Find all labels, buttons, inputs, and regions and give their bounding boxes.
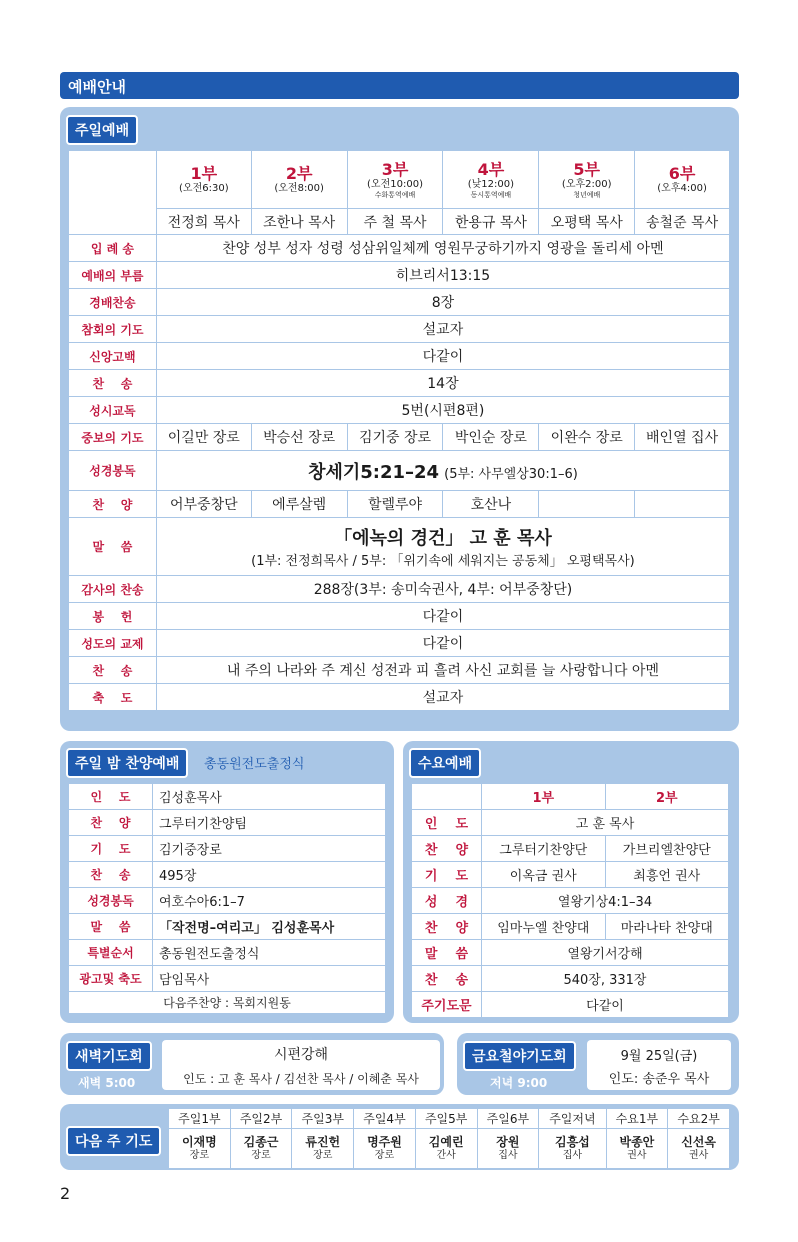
night-label: 기 도 [69, 836, 153, 862]
night-tag: 주일 밤 찬양예배 [66, 748, 188, 778]
row-label: 찬 양 [69, 491, 157, 518]
night-value: 495장 [153, 862, 386, 888]
next-week-tag: 다음 주 기도 [66, 1126, 161, 1156]
night-table [68, 783, 386, 1014]
row-value: 찬양 성부 성자 성령 성삼위일체께 영원무궁하기까지 영광을 돌리세 아멘 [156, 235, 729, 262]
night-label: 찬 송 [69, 862, 153, 888]
intercessor: 박승선 장로 [251, 424, 347, 451]
row-label: 성도의 교제 [69, 630, 157, 657]
leader-3: 주 철 목사 [347, 209, 443, 235]
nw-person: 김흥섭 집사 [539, 1129, 606, 1169]
intercessor: 배인열 집사 [635, 424, 730, 451]
nw-head: 주일1부 [169, 1109, 231, 1129]
dawn-line1: 시편강해 [273, 1047, 329, 1063]
wed-blank [412, 784, 482, 810]
wed-value: 임마누엘 찬양대 [482, 914, 606, 940]
row-label: 성경봉독 [69, 451, 157, 491]
wed-value: 다같이 [482, 992, 729, 1018]
choir: 호산나 [443, 491, 539, 518]
wed-label: 찬 송 [412, 966, 482, 992]
dawn-time: 새벽 5:00 [78, 1076, 136, 1090]
wed-label: 찬 양 [412, 836, 482, 862]
sunday-tag: 주일예배 [66, 115, 138, 145]
night-value: 담임목사 [153, 966, 386, 992]
wed-label: 인 도 [412, 810, 482, 836]
wed-value: 열왕기상4:1–34 [482, 888, 729, 914]
night-value: 「작전명–여리고」 김성훈목사 [153, 914, 386, 940]
sunday-table [68, 150, 730, 711]
row-label: 축 도 [69, 684, 157, 711]
wed-value: 그루터기찬양단 [482, 836, 606, 862]
nw-head: 주일2부 [230, 1109, 292, 1129]
choir: 할렐루야 [347, 491, 443, 518]
wed-value: 540장, 331장 [482, 966, 729, 992]
leader-6: 송철준 목사 [635, 209, 730, 235]
nw-person: 김종근 장로 [230, 1129, 292, 1169]
service-1: 1부 (오전6:30) [156, 151, 251, 209]
wed-label: 찬 양 [412, 914, 482, 940]
row-label: 신앙고백 [69, 343, 157, 370]
row-label: 말 씀 [69, 518, 157, 576]
wed-label: 성 경 [412, 888, 482, 914]
wed-label: 주기도문 [412, 992, 482, 1018]
nw-person: 신선옥 권사 [668, 1129, 730, 1169]
row-value: 14장 [156, 370, 729, 397]
row-value: 내 주의 나라와 주 계신 성전과 피 흘려 사신 교회를 늘 사랑합니다 아멘 [156, 657, 729, 684]
row-value: 설교자 [156, 684, 729, 711]
wed-value: 가브리엘찬양단 [605, 836, 729, 862]
row-label: 찬 송 [69, 370, 157, 397]
blank-cell [69, 151, 157, 235]
wed-tag: 수요예배 [409, 748, 481, 778]
dawn-tag: 새벽기도회 [66, 1041, 152, 1071]
row-label: 경배찬송 [69, 289, 157, 316]
nw-person: 김예린 간사 [415, 1129, 477, 1169]
scripture-cell [156, 451, 729, 491]
dawn-line2: 인도 : 고 훈 목사 / 김선찬 목사 / 이혜춘 목사 [183, 1072, 419, 1086]
sermon-extra: (1부: 전정희목사 / 5부: 「위기속에 세워지는 공동체」 오평택목사) [251, 554, 635, 569]
nw-head: 주일3부 [292, 1109, 354, 1129]
wed-table [411, 783, 729, 1018]
wed-label: 말 씀 [412, 940, 482, 966]
nw-person: 박종안 권사 [606, 1129, 668, 1169]
friday-line2: 인도: 송준우 목사 [608, 1072, 710, 1087]
section-header [60, 72, 739, 99]
next-week-table [168, 1108, 730, 1169]
nw-person: 류진헌 장로 [292, 1129, 354, 1169]
row-label: 감사의 찬송 [69, 576, 157, 603]
choir [635, 491, 730, 518]
sermon-cell [156, 518, 729, 576]
row-value: 히브리서13:15 [156, 262, 729, 289]
night-value: 총동원전도출정식 [153, 940, 386, 966]
row-value: 288장(3부: 송미숙권사, 4부: 어부중창단) [156, 576, 729, 603]
row-value: 다같이 [156, 630, 729, 657]
nw-head: 수요1부 [606, 1109, 668, 1129]
night-subtitle: 총동원전도출정식 [204, 757, 305, 772]
friday-line1: 9월 25일(금) [620, 1049, 698, 1064]
row-label: 참회의 기도 [69, 316, 157, 343]
wed-value: 최흥언 권사 [605, 862, 729, 888]
service-3: 3부 (오전10:00) 수화통역예배 [347, 151, 443, 209]
dawn-box [162, 1040, 440, 1090]
intercessor: 김기중 장로 [347, 424, 443, 451]
friday-tag: 금요철야기도회 [463, 1041, 576, 1071]
nw-person: 명주원 장로 [354, 1129, 416, 1169]
row-label: 중보의 기도 [69, 424, 157, 451]
leader-5: 오평택 목사 [539, 209, 635, 235]
row-value: 다같이 [156, 343, 729, 370]
service-6: 6부 (오후4:00) [635, 151, 730, 209]
service-5: 5부 (오후2:00) 청년예배 [539, 151, 635, 209]
nw-person: 장원 집사 [477, 1129, 539, 1169]
leader-1: 전정희 목사 [156, 209, 251, 235]
nw-head: 주일저녁 [539, 1109, 606, 1129]
leader-2: 조한나 목사 [251, 209, 347, 235]
page-number: 2 [60, 1184, 71, 1203]
night-label: 광고및 축도 [69, 966, 153, 992]
choir: 에루살렘 [251, 491, 347, 518]
row-label: 찬 송 [69, 657, 157, 684]
wed-value: 고 훈 목사 [482, 810, 729, 836]
row-value: 다같이 [156, 603, 729, 630]
sermon-main: 「에녹의 경건」 고 훈 목사 [334, 528, 552, 549]
row-label: 입 례 송 [69, 235, 157, 262]
intercessor: 이완수 장로 [539, 424, 635, 451]
nw-head: 주일5부 [415, 1109, 477, 1129]
nw-head: 수요2부 [668, 1109, 730, 1129]
choir [539, 491, 635, 518]
wed-col2: 2부 [605, 784, 729, 810]
nw-head: 주일6부 [477, 1109, 539, 1129]
wed-label: 기 도 [412, 862, 482, 888]
night-label: 인 도 [69, 784, 153, 810]
night-label: 성경봉독 [69, 888, 153, 914]
wed-col1: 1부 [482, 784, 606, 810]
row-label: 예배의 부름 [69, 262, 157, 289]
intercessor: 박인순 장로 [443, 424, 539, 451]
row-value: 8장 [156, 289, 729, 316]
wed-value: 이옥금 권사 [482, 862, 606, 888]
service-4: 4부 (낮12:00) 동시통역예배 [443, 151, 539, 209]
row-value: 5번(시편8편) [156, 397, 729, 424]
night-value: 김기중장로 [153, 836, 386, 862]
section-title: 예배안내 [68, 78, 126, 96]
nw-head: 주일4부 [354, 1109, 416, 1129]
row-value: 설교자 [156, 316, 729, 343]
leader-4: 한용규 목사 [443, 209, 539, 235]
night-value: 그루터기찬양팀 [153, 810, 386, 836]
night-label: 말 씀 [69, 914, 153, 940]
service-2: 2부 (오전8:00) [251, 151, 347, 209]
night-footer: 다음주찬양 : 목회지원동 [69, 992, 386, 1014]
night-value: 여호수아6:1–7 [153, 888, 386, 914]
friday-time: 저녁 9:00 [490, 1076, 548, 1090]
wed-value: 열왕기서강해 [482, 940, 729, 966]
night-label: 특별순서 [69, 940, 153, 966]
nw-person: 이재명 장로 [169, 1129, 231, 1169]
scripture-extra: (5부: 사무엘상30:1–6) [444, 466, 578, 482]
scripture-main: 창세기5:21–24 [308, 461, 440, 483]
wed-value: 마라나타 찬양대 [605, 914, 729, 940]
friday-box [587, 1040, 731, 1090]
choir: 어부중창단 [156, 491, 251, 518]
night-value: 김성훈목사 [153, 784, 386, 810]
row-label: 봉 헌 [69, 603, 157, 630]
intercessor: 이길만 장로 [156, 424, 251, 451]
night-label: 찬 양 [69, 810, 153, 836]
row-label: 성시교독 [69, 397, 157, 424]
